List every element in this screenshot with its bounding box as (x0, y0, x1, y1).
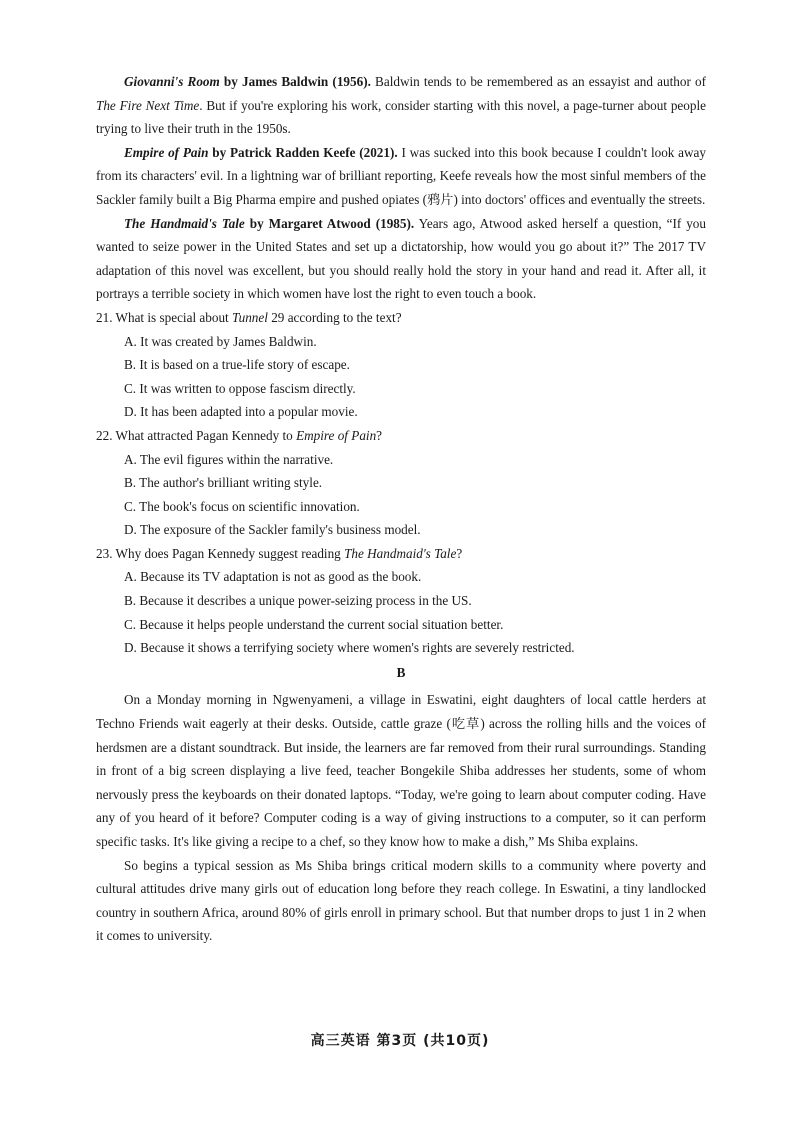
question-number: 23. (96, 545, 113, 561)
review-empire-of-pain (96, 141, 706, 212)
section-b-heading: B (396, 664, 406, 680)
book-title: Empire of Pain (124, 144, 209, 160)
question-stem: ? (376, 427, 383, 443)
author-year: Margaret Atwood (1985). (268, 215, 415, 231)
option-22-c[interactable]: C. The book's focus on scientific innovation. (124, 498, 360, 514)
option-21-d[interactable]: D. It has been adapted into a popular movie. (124, 404, 358, 420)
book-title: The Handmaid's Tale (124, 215, 245, 231)
question-stem: What attracted Pagan Kennedy to (112, 427, 297, 443)
review-giovannis-room (96, 70, 706, 141)
question-23 (96, 542, 706, 566)
option-21-b[interactable]: B. It is based on a true-life story of escape. (124, 357, 350, 373)
question-stem: Why does Pagan Kennedy suggest reading (112, 545, 345, 561)
review-text: Years ago, Atwood asked herself a question, “If you wanted to seize power in the United States and set up a dictatorship, how would you go about it?” The 2017 TV adaptation of this novel was excellent, but you should really hold the story in your hand and read it. After all, it portrays a terrible society in which women have lost the right to even touch a book. (96, 215, 706, 302)
question-number: 21. (96, 309, 113, 325)
by-word: by (244, 215, 269, 231)
review-text: I was sucked into this book because I couldn't look away from its characters' evil. In a lightning war of brilliant reporting, Keefe reveals how the most sinful members of the Sackler family built a Big Pharma empire and pushed opiates (鸦片) into doctors' offices and eventually the streets. (96, 144, 706, 207)
question-stem: 29 according to the text? (267, 309, 402, 325)
question-21 (96, 306, 706, 330)
question-stem-title: Tunnel (232, 309, 268, 325)
exam-page (96, 70, 706, 948)
question-stem: ? (456, 545, 463, 561)
option-22-b[interactable]: B. The author's brilliant writing style. (124, 475, 323, 491)
option-23-a[interactable]: A. Because its TV adaptation is not as good as the book. (124, 569, 422, 585)
option-23-c[interactable]: C. Because it helps people understand the current social situation better. (124, 616, 504, 632)
section-b-paragraph-1: On a Monday morning in Ngwenyameni, a village in Eswatini, eight daughters of local cattle herders at Techno Friends wait eagerly at their desks. Outside, cattle graze (吃草) across the rolling hills and the voices of herdsmen are a distant soundtrack. But inside, the learners are far removed from their rural surroundings. Standing in front of a big screen displaying a live feed, teacher Bongekile Shiba addresses her students, some of whom nervously press the keyboards on their donated laptops. “Today, we're going to learn about computer coding. Have any of you heard of it before? Computer coding is a way of giving instructions to a computer, so it can perform specific tasks. It's like giving a recipe to a chef, so they know how to make a dish,” Ms Shiba explains. (96, 692, 706, 849)
option-23-d[interactable]: D. Because it shows a terrifying society where women's rights are severely restricted. (124, 640, 575, 656)
question-stem-title: The Handmaid's Tale (344, 545, 457, 561)
option-23-b[interactable]: B. Because it describes a unique power-seizing process in the US. (124, 593, 472, 609)
by-word: by (208, 144, 230, 160)
by-word: by (219, 74, 243, 89)
page-footer: 高三英语 第3页 (共10页) (310, 1033, 490, 1049)
question-22 (96, 424, 706, 448)
book-title: Giovanni's Room (124, 74, 220, 89)
question-number: 22. (96, 427, 113, 443)
option-21-a[interactable]: A. It was created by James Baldwin. (124, 333, 317, 349)
option-22-a[interactable]: A. The evil figures within the narrative. (124, 451, 334, 467)
section-b-paragraph-2: So begins a typical session as Ms Shiba brings critical modern skills to a community where poverty and cultural attitudes drive many girls out of education long before they reach college. In Eswatini, a tiny landlocked country in southern Africa, around 80% of girls enroll in primary school. But that number drops to just 1 in 2 when it comes to university. (96, 857, 706, 944)
cited-book-title: The Fire Next Time (96, 97, 200, 113)
question-stem-title: Empire of Pain (296, 427, 377, 443)
option-22-d[interactable]: D. The exposure of the Sackler family's business model. (124, 522, 421, 538)
review-text: Baldwin tends to be remembered as an essayist and author of (370, 74, 706, 89)
author-year: James Baldwin (1956). (242, 74, 371, 89)
author-year: Patrick Radden Keefe (2021). (229, 144, 398, 160)
review-text: . But if you're exploring his work, consider starting with this novel, a page-turner about people trying to live their truth in the 1950s. (96, 97, 706, 137)
option-21-c[interactable]: C. It was written to oppose fascism directly. (124, 380, 356, 396)
review-handmaids-tale (96, 212, 706, 306)
question-stem: What is special about (112, 309, 232, 325)
